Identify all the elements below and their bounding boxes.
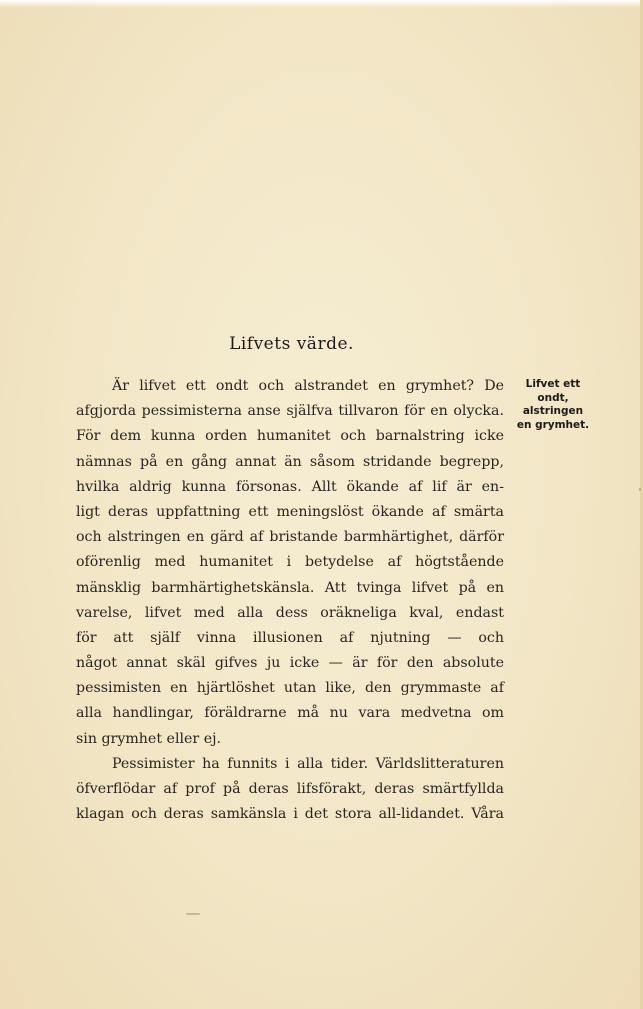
margin-note: [513, 378, 593, 432]
body-text: [76, 374, 504, 827]
chapter-title: Lifvets värde.: [229, 334, 354, 354]
paper-speck: [186, 913, 200, 915]
text-line: afgjorda pessimisterna anse själfva tillvaron för en olycka.: [76, 403, 504, 420]
text-line: alla handlingar, föräldrarne må nu vara medvetna om: [76, 705, 504, 722]
text-line: mänsklig barmhärtighetskänsla. Att tvinga lifvet på en: [76, 579, 504, 596]
text-line: sin grymhet eller ej.: [76, 730, 222, 747]
margin-note-line: ondt,: [537, 391, 569, 404]
paper-speck: [639, 488, 641, 491]
text-line: något annat skäl gifves ju icke — är för den absolute: [76, 655, 504, 672]
text-line: pessimisten en hjärtlöshet utan like, den grymmaste af: [76, 680, 504, 697]
text-line: För dem kunna orden humanitet och barnalstring icke: [76, 428, 504, 445]
text-line: oförenlig med humanitet i betydelse af högtstående: [76, 554, 504, 571]
text-line: Är lifvet ett ondt och alstrandet en grymhet? De: [112, 378, 504, 394]
text-line: öfverflödar af prof på deras lifsförakt, deras smärtfyllda: [76, 781, 504, 797]
margin-note-line: alstringen: [522, 405, 584, 417]
text-line: ligt deras uppfattning ett meningslöst ökande af smärta: [76, 503, 504, 520]
text-line: hvilka aldrig kunna försonas. Allt ökande af lif är en-: [76, 478, 504, 495]
margin-note-line: Lifvet ett: [525, 378, 581, 390]
text-line: för att själf vinna illusionen af njutning — och: [76, 629, 504, 646]
margin-note-line: en grymhet.: [516, 418, 590, 431]
text-line: Pessimister ha funnits i alla tider. Världslitteraturen: [112, 755, 504, 772]
text-line: nämnas på en gång annat än såsom stridande begrepp,: [76, 453, 504, 470]
text-line: varelse, lifvet med alla dess oräkneliga kval, endast: [76, 604, 504, 621]
text-line: och alstringen en gärd af bristande barmhärtighet, därför: [76, 529, 504, 546]
page-top-edge: [0, 0, 643, 8]
text-line: klagan och deras samkänsla i det stora all-lidandet. Våra: [76, 806, 504, 823]
